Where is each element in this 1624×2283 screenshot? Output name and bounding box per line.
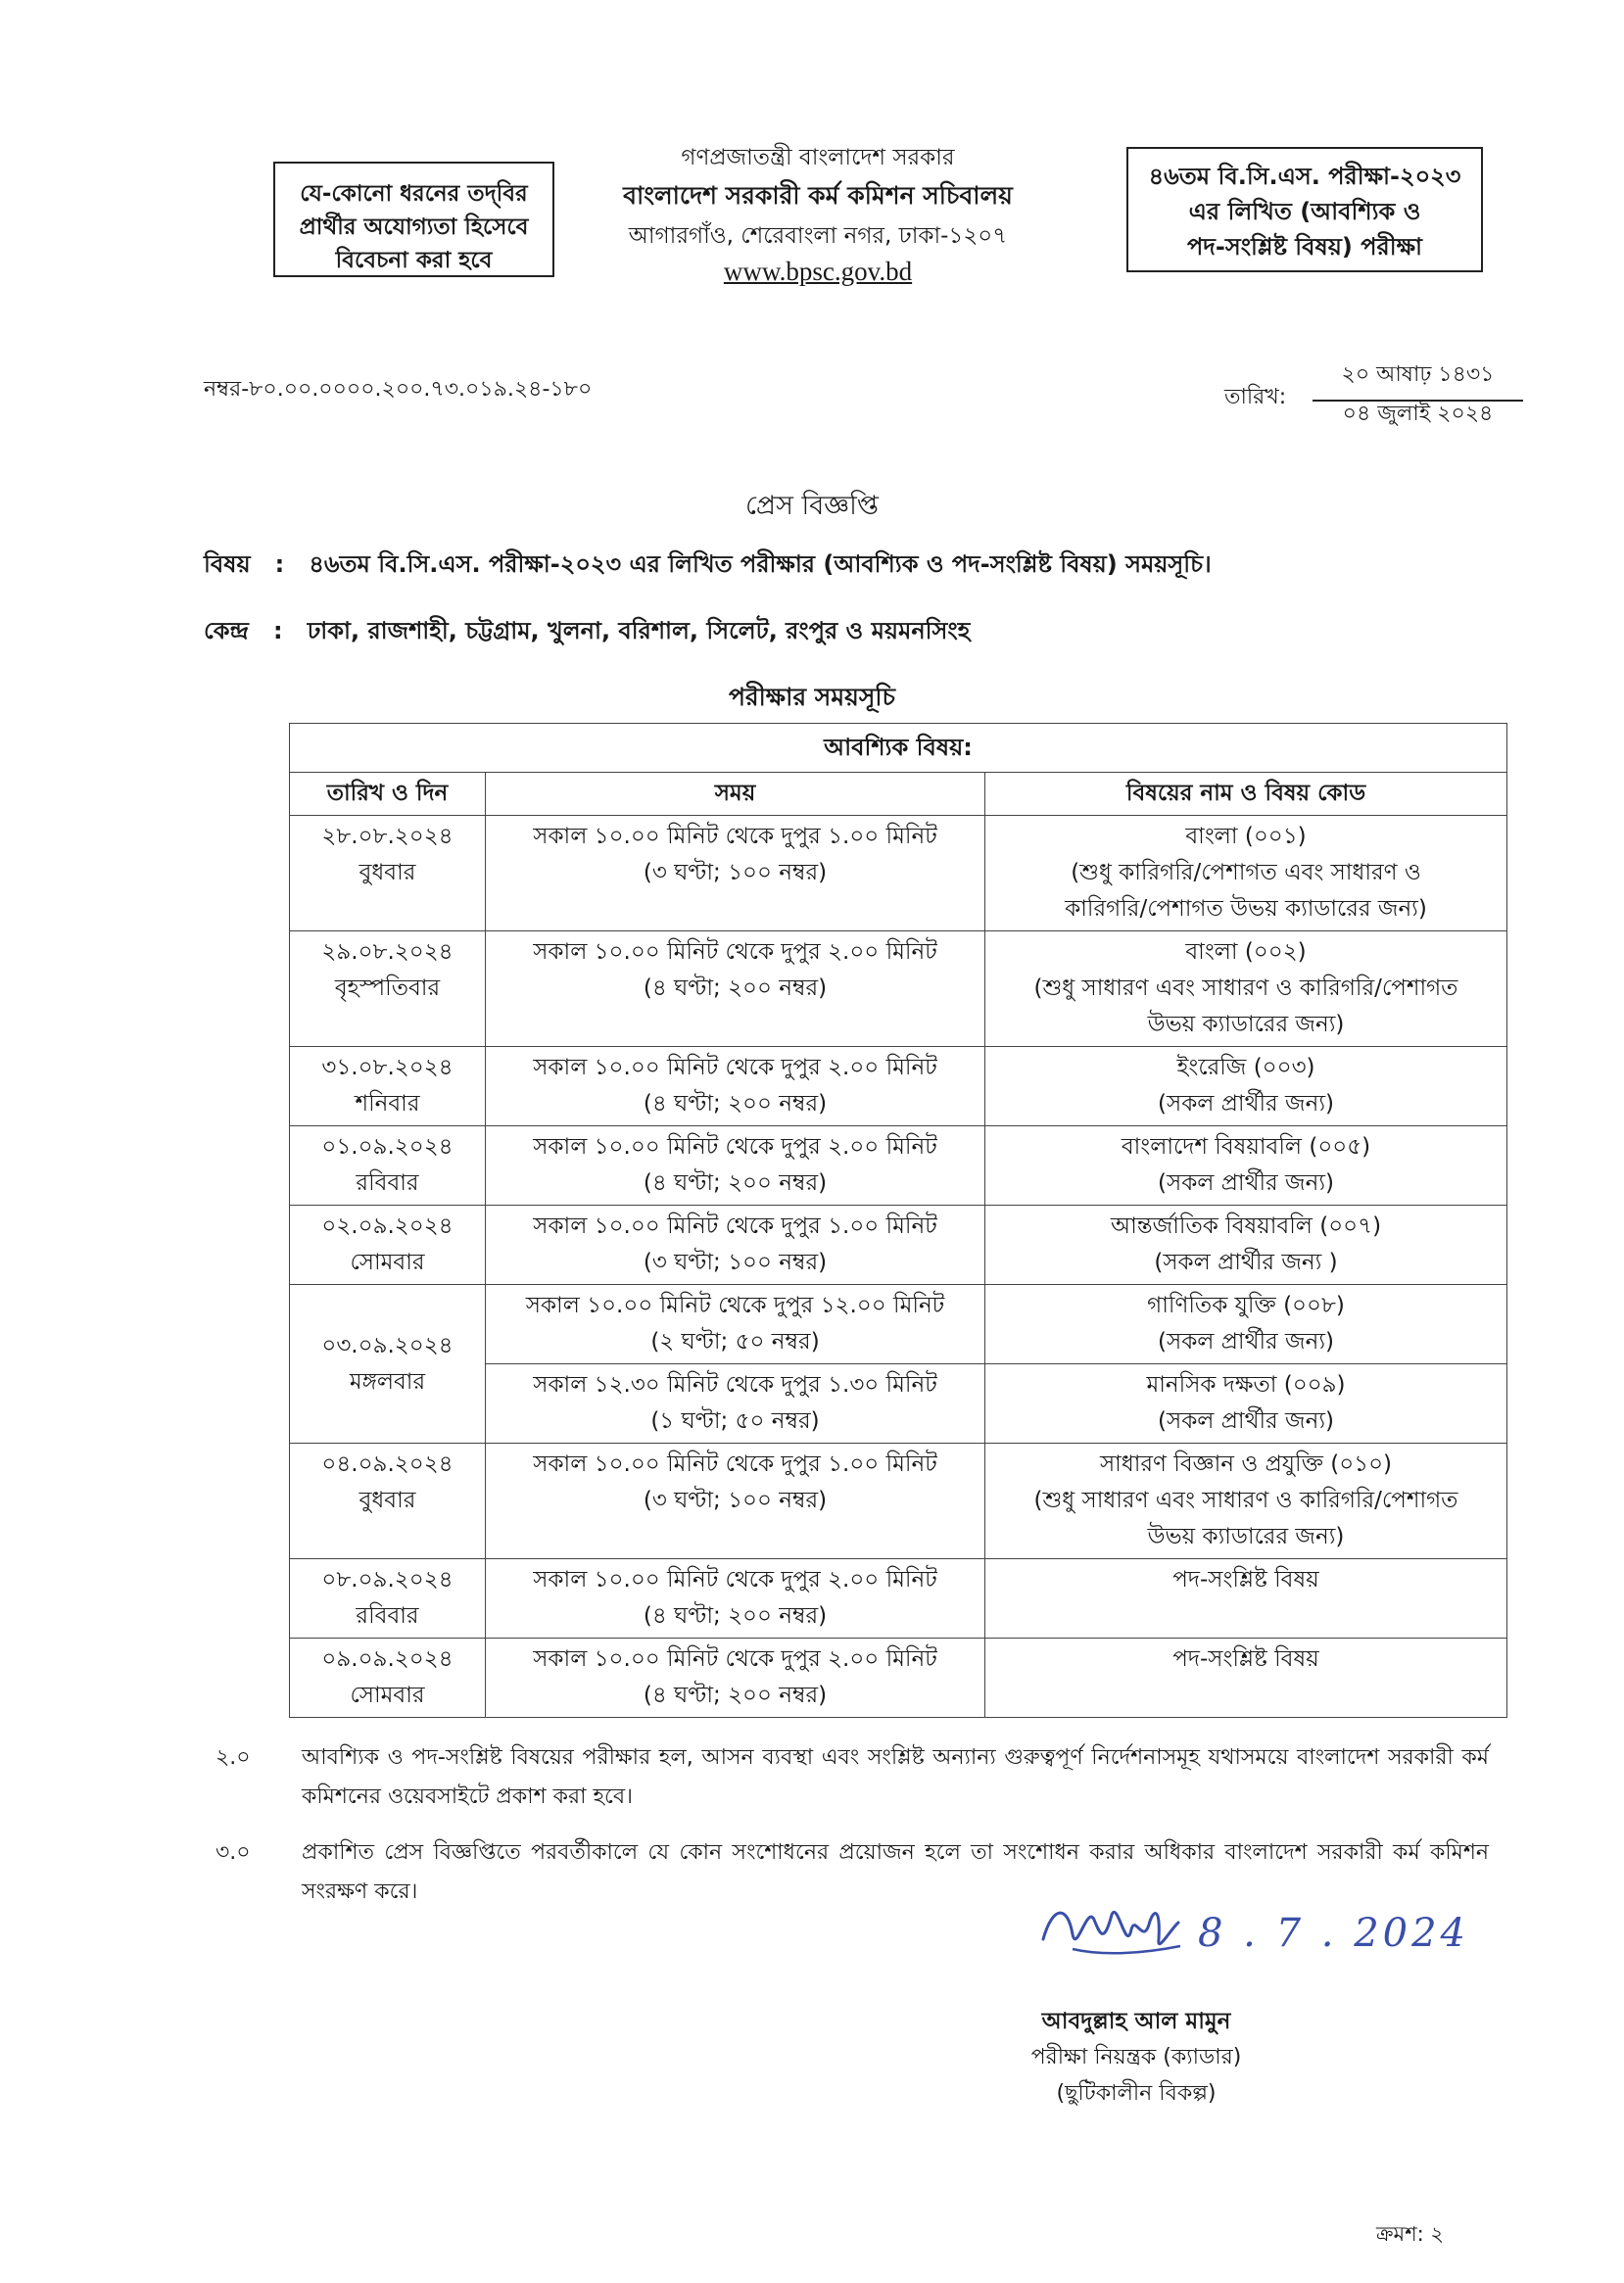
- time-cell: [486, 1444, 985, 1559]
- subject-name: মানসিক দক্ষতা (০০৯): [1146, 1372, 1346, 1398]
- exam-title-line: ৪৬তম বি.সি.এস. পরীক্ষা-২০২৩: [1148, 163, 1461, 190]
- exam-time: সকাল ১০.০০ মিনিট থেকে দুপুর ২.০০ মিনিট: [533, 1646, 937, 1672]
- exam-date: ০৪.০৯.২০২৪: [321, 1451, 454, 1477]
- exam-time: সকাল ১০.০০ মিনিট থেকে দুপুর ১২.০০ মিনিট: [525, 1293, 945, 1318]
- exam-time: সকাল ১০.০০ মিনিট থেকে দুপুর ২.০০ মিনিট: [533, 939, 937, 965]
- date-english: ০৪ জুলাই ২০২৪: [1342, 402, 1494, 426]
- subject-name: বাংলা (০০১): [1185, 824, 1307, 849]
- exam-marks: (৪ ঘণ্টা; ২০০ নম্বর): [643, 1603, 828, 1629]
- table-row: [290, 1559, 1507, 1639]
- exam-time: সকাল ১০.০০ মিনিট থেকে দুপুর ১.০০ মিনিট: [533, 1451, 937, 1477]
- subject-cell: [985, 1639, 1507, 1718]
- subject-name: ইংরেজি (০০৩): [1176, 1055, 1315, 1080]
- subject-text: ৪৬তম বি.সি.এস. পরীক্ষা-২০২৩ এর লিখিত পরীক্ষার (আবশ্যিক ও পদ-সংশ্লিষ্ট বিষয়) সময়সূচি।: [309, 550, 1212, 578]
- subject-note: (সকল প্রার্থীর জন্য): [1158, 1329, 1334, 1355]
- table-row: [290, 816, 1507, 931]
- subject-name: আন্তর্জাতিক বিষয়াবলি (০০৭): [1110, 1213, 1382, 1239]
- subject-cell: [985, 1206, 1507, 1285]
- exam-date: ৩১.০৮.২০২৪: [321, 1055, 454, 1080]
- subject-note: (শুধু সাধারণ এবং সাধারণ ও কারিগরি/পেশাগত: [1033, 975, 1458, 1001]
- exam-date: ০২.০৯.২০২৪: [321, 1213, 454, 1239]
- exam-time: সকাল ১০.০০ মিনিট থেকে দুপুর ১.০০ মিনিট: [533, 1213, 937, 1239]
- exam-marks: (৪ ঘণ্টা; ২০০ নম্বর): [643, 1091, 828, 1117]
- exam-time: সকাল ১০.০০ মিনিট থেকে দুপুর ২.০০ মিনিট: [533, 1567, 937, 1593]
- exam-date: ০৩.০৯.২০২৪: [321, 1332, 454, 1358]
- exam-marks: (২ ঘণ্টা; ৫০ নম্বর): [650, 1329, 820, 1355]
- time-cell: [486, 1639, 985, 1718]
- time-cell: [486, 1047, 985, 1126]
- subject-note: উভয় ক্যাডারের জন্য): [1147, 1012, 1345, 1037]
- exam-title-line: এর লিখিত (আবশ্যিক ও: [1188, 198, 1421, 225]
- exam-date: ০৮.০৯.২০২৪: [321, 1567, 454, 1593]
- exam-day: সোমবার: [350, 1683, 425, 1708]
- exam-marks: (৩ ঘণ্টা; ১০০ নম্বর): [643, 860, 828, 885]
- subject-note: (শুধু কারিগরি/পেশাগত এবং সাধারণ ও: [1071, 860, 1421, 885]
- exam-marks: (৪ ঘণ্টা; ২০০ নম্বর): [643, 975, 828, 1001]
- handwritten-signature: [1033, 1885, 1469, 1974]
- schedule-table: [289, 723, 1507, 1718]
- subject-note: (সকল প্রার্থীর জন্য ): [1154, 1250, 1338, 1275]
- subject-line: [204, 547, 1212, 586]
- subject-name: পদ-সংশ্লিষ্ট বিষয়: [1172, 1567, 1319, 1593]
- time-cell: [486, 1126, 985, 1206]
- date-cell: [290, 1444, 486, 1559]
- note-text: প্রকাশিত প্রেস বিজ্ঞপ্তিতে পরবর্তীকালে যে কোন সংশোধনের প্রয়োজন হলে তা সংশোধন করার অধিকার বাংলাদেশ সরকারী কর্ম কমিশন সংরক্ষণ করে।: [302, 1840, 1489, 1904]
- exam-marks: (৩ ঘণ্টা; ১০০ নম্বর): [643, 1488, 828, 1513]
- exam-time: সকাল ১০.০০ মিনিট থেকে দুপুর ১.০০ মিনিট: [533, 824, 937, 849]
- exam-time: সকাল ১০.০০ মিনিট থেকে দুপুর ২.০০ মিনিট: [533, 1134, 937, 1160]
- subject-name: পদ-সংশ্লিষ্ট বিষয়: [1172, 1646, 1319, 1672]
- table-row: [290, 1047, 1507, 1126]
- time-cell: [486, 1364, 985, 1444]
- time-cell: [486, 1285, 985, 1364]
- subject-cell: [985, 816, 1507, 931]
- notice-line: বিবেচনা করা হবে: [335, 248, 493, 273]
- time-cell: [486, 1559, 985, 1639]
- exam-time: সকাল ১২.৩০ মিনিট থেকে দুপুর ১.৩০ মিনিট: [533, 1372, 937, 1398]
- signer-note: (ছুটিকালীন বিকল্প): [1056, 2081, 1217, 2106]
- subject-cell: [985, 1364, 1507, 1444]
- note-number: ৩.০: [215, 1840, 251, 1865]
- subject-label: বিষয়: [204, 550, 251, 578]
- exam-day: শনিবার: [355, 1091, 420, 1117]
- exam-date: ২৯.০৮.২০২৪: [321, 939, 454, 965]
- exam-day: বুধবার: [358, 860, 416, 885]
- continuation-marker: ক্রমশ: ২: [1376, 2222, 1445, 2246]
- subject-note: (সকল প্রার্থীর জন্য): [1158, 1170, 1334, 1196]
- subject-cell: [985, 1047, 1507, 1126]
- office-name: বাংলাদেশ সরকারী কর্ম কমিশন সচিবালয়: [623, 181, 1013, 210]
- table-row: [290, 1444, 1507, 1559]
- office-address: আগারগাঁও, শেরেবাংলা নগর, ঢাকা-১২০৭: [628, 223, 1008, 249]
- exam-date: ২৮.০৮.২০২৪: [321, 824, 454, 849]
- notice-line: যে-কোনো ধরনের তদ্‌বির: [300, 181, 528, 207]
- exam-day: বৃহস্পতিবার: [334, 975, 441, 1001]
- table-row: [290, 1206, 1507, 1285]
- exam-date: ০৯.০৯.২০২৪: [321, 1646, 454, 1672]
- exam-day: রবিবার: [356, 1170, 419, 1196]
- table-row: [290, 1126, 1507, 1206]
- exam-day: সোমবার: [350, 1250, 425, 1275]
- center-text: ঢাকা, রাজশাহী, চট্টগ্রাম, খুলনা, বরিশাল, সিলেট, রংপুর ও ময়মনসিংহ: [307, 617, 971, 644]
- subject-cell: [985, 1444, 1507, 1559]
- website-link[interactable]: www.bpsc.gov.bd: [723, 257, 913, 286]
- center-label: কেন্দ্র: [204, 617, 249, 644]
- subject-note: (শুধু সাধারণ এবং সাধারণ ও কারিগরি/পেশাগত: [1033, 1488, 1458, 1513]
- subject-name: বাংলাদেশ বিষয়াবলি (০০৫): [1121, 1134, 1371, 1160]
- note-text: আবশ্যিক ও পদ-সংশ্লিষ্ট বিষয়ের পরীক্ষার হল, আসন ব্যবস্থা এবং সংশ্লিষ্ট অন্যান্য গুরুত্বপূর্ণ নির্দেশনাসমূহ যথাসময়ে বাংলাদেশ সরকারী কর্ম কমিশনের ওয়েবসাইটে প্রকাশ করা হবে।: [302, 1745, 1489, 1809]
- date-cell: [290, 1559, 486, 1639]
- subject-name: বাংলা (০০২): [1185, 939, 1307, 965]
- column-header-subject: বিষয়ের নাম ও বিষয় কোড: [985, 773, 1507, 816]
- signer-name: আবদুল্লাহ আল মামুন: [1041, 2009, 1231, 2034]
- exam-day: রবিবার: [356, 1603, 419, 1629]
- subject-cell: [985, 1559, 1507, 1639]
- date-cell: [290, 1206, 486, 1285]
- subject-name: সাধারণ বিজ্ঞান ও প্রযুক্তি (০১০): [1099, 1451, 1393, 1477]
- notice-line: প্রার্থীর অযোগ্যতা হিসেবে: [299, 214, 529, 240]
- exam-day: মঙ্গলবার: [349, 1368, 426, 1395]
- date-label: তারিখ:: [1224, 385, 1287, 409]
- note-number: ২.০: [215, 1745, 251, 1770]
- date-cell: [290, 1126, 486, 1206]
- time-cell: [486, 931, 985, 1047]
- column-header-time: সময়: [486, 773, 985, 816]
- center-line: [204, 613, 970, 652]
- table-row: [290, 1639, 1507, 1718]
- note-item: [215, 1738, 1489, 1827]
- subject-cell: [985, 1126, 1507, 1206]
- exam-title-line: পদ-সংশ্লিষ্ট বিষয়) পরীক্ষা: [1186, 233, 1422, 261]
- time-cell: [486, 1206, 985, 1285]
- center-separator: :: [257, 617, 300, 644]
- subject-note: (সকল প্রার্থীর জন্য): [1158, 1091, 1334, 1117]
- subject-cell: [985, 1285, 1507, 1364]
- date-bangla: ২০ আষাঢ় ১৪৩১: [1313, 357, 1523, 402]
- exam-date: ০১.০৯.২০২৪: [321, 1134, 454, 1160]
- exam-marks: (৩ ঘণ্টা; ১০০ নম্বর): [643, 1250, 828, 1275]
- column-header-date: তারিখ ও দিন: [290, 773, 486, 816]
- subject-cell: [985, 931, 1507, 1047]
- subject-note: কারিগরি/পেশাগত উভয় ক্যাডারের জন্য): [1065, 896, 1427, 922]
- date-cell: [290, 931, 486, 1047]
- date-cell: [290, 1047, 486, 1126]
- subject-note: উভয় ক্যাডারের জন্য): [1147, 1524, 1345, 1549]
- table-row: [290, 931, 1507, 1047]
- government-name: গণপ্রজাতন্ত্রী বাংলাদেশ সরকার: [681, 145, 955, 170]
- subject-note: (সকল প্রার্থীর জন্য): [1158, 1408, 1334, 1434]
- exam-day: বুধবার: [358, 1488, 416, 1513]
- disqualification-notice-box: [273, 162, 554, 277]
- memo-number: নম্বর-৮০.০০.০০০০.২০০.৭৩.০১৯.২৪-১৮০: [204, 377, 593, 402]
- table-row: [290, 1285, 1507, 1364]
- date-cell: [290, 816, 486, 931]
- exam-time: সকাল ১০.০০ মিনিট থেকে দুপুর ২.০০ মিনিট: [533, 1055, 937, 1080]
- time-cell: [486, 816, 985, 931]
- schedule-rows: [290, 816, 1507, 1718]
- subject-separator: :: [258, 550, 301, 578]
- exam-marks: (৪ ঘণ্টা; ২০০ নম্বর): [643, 1683, 828, 1708]
- date-cell: [290, 1285, 486, 1444]
- exam-marks: (১ ঘণ্টা; ৫০ নম্বর): [650, 1408, 820, 1434]
- subject-name: গাণিতিক যুক্তি (০০৮): [1147, 1293, 1345, 1318]
- exam-title-box: [1126, 147, 1483, 272]
- exam-marks: (৪ ঘণ্টা; ২০০ নম্বর): [643, 1170, 828, 1196]
- date-cell: [290, 1639, 486, 1718]
- table-caption: আবশ্যিক বিষয়:: [290, 724, 1507, 773]
- schedule-title: পরীক্ষার সময়সূচি: [728, 683, 896, 711]
- svg-text:8 . 7 . 2024: 8 . 7 . 2024: [1198, 1911, 1469, 1956]
- signer-title: পরীক্ষা নিয়ন্ত্রক (ক্যাডার): [1030, 2045, 1242, 2069]
- press-release-title: প্রেস বিজ্ঞপ্তি: [744, 491, 880, 521]
